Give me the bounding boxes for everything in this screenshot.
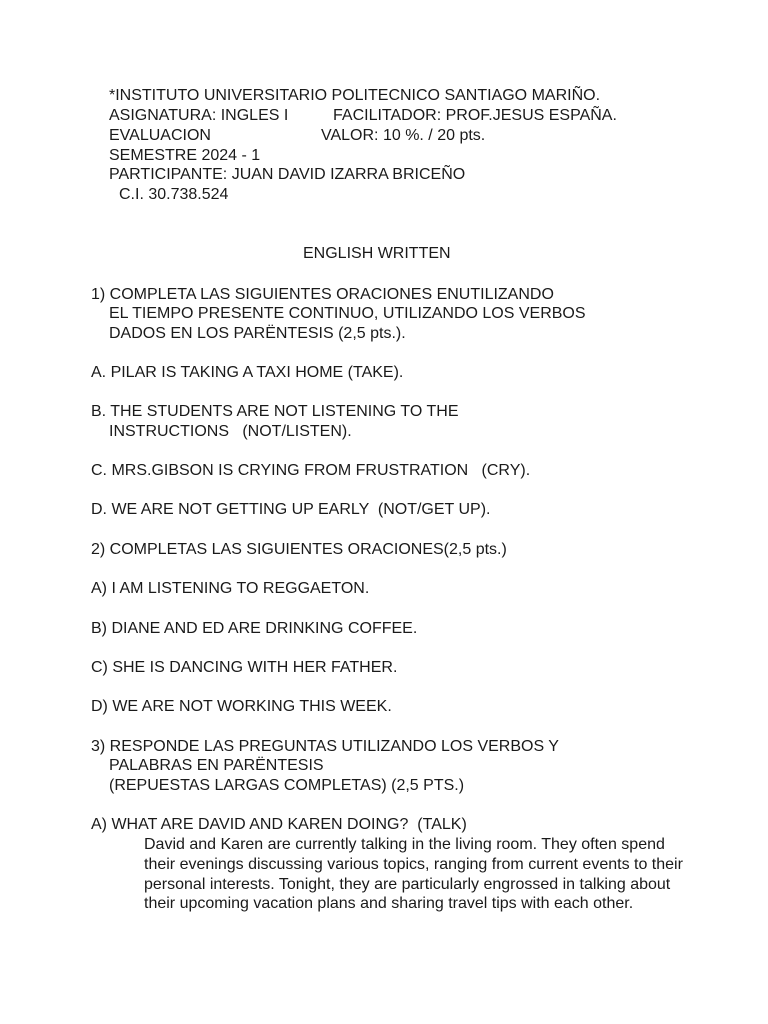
subject-line: ASIGNATURA: INGLES I — [109, 107, 289, 124]
value-label: VALOR: 10 %. / 20 pts. — [321, 127, 486, 144]
section1-item-b-line1: B. THE STUDENTS ARE NOT LISTENING TO THE — [91, 403, 459, 420]
document-title: ENGLISH WRITTEN — [303, 245, 451, 262]
section1-item-a: A. PILAR IS TAKING A TAXI HOME (TAKE). — [91, 364, 404, 381]
section3-heading-line2: PALABRAS EN PARËNTESIS — [109, 757, 324, 774]
evaluation-label: EVALUACION — [109, 127, 211, 144]
section1-heading-line2: EL TIEMPO PRESENTE CONTINUO, UTILIZANDO LOS VERBOS — [109, 305, 586, 322]
id-number-line: C.I. 30.738.524 — [119, 186, 229, 203]
section3-answer-a: David and Karen are currently talking in the living room. They often spend their evenings discussing various topics, ranging from current events to their personal interests. Tonight, they are particularly engrossed in talking about their upcoming vacation plans and sharing travel tips with each other. — [144, 836, 683, 913]
participant-line: PARTICIPANTE: JUAN DAVID IZARRA BRICEÑO — [109, 166, 466, 183]
section1-heading-line1: 1) COMPLETA LAS SIGUIENTES ORACIONES ENUTILIZANDO — [91, 286, 554, 303]
section1-item-d: D. WE ARE NOT GETTING UP EARLY (NOT/GET UP). — [91, 501, 491, 518]
section2-item-a: A) I AM LISTENING TO REGGAETON. — [91, 580, 370, 597]
section2-item-b: B) DIANE AND ED ARE DRINKING COFFEE. — [91, 620, 418, 637]
section1-item-c: C. MRS.GIBSON IS CRYING FROM FRUSTRATION (CRY). — [91, 462, 531, 479]
section1-item-b-line2: INSTRUCTIONS (NOT/LISTEN). — [109, 423, 352, 440]
section2-item-d: D) WE ARE NOT WORKING THIS WEEK. — [91, 698, 392, 715]
section2-item-c: C) SHE IS DANCING WITH HER FATHER. — [91, 659, 398, 676]
institute-line: *INSTITUTO UNIVERSITARIO POLITECNICO SANTIAGO MARIÑO. — [109, 87, 601, 104]
section1-heading-line3: DADOS EN LOS PARËNTESIS (2,5 pts.). — [109, 325, 406, 342]
facilitator-line: FACILITADOR: PROF.JESUS ESPAÑA. — [333, 107, 617, 124]
section2-heading: 2) COMPLETAS LAS SIGUIENTES ORACIONES(2,5 pts.) — [91, 541, 507, 558]
section3-heading-line3: (REPUESTAS LARGAS COMPLETAS) (2,5 PTS.) — [109, 777, 465, 794]
semester-line: SEMESTRE 2024 - 1 — [109, 147, 261, 164]
section3-heading-line1: 3) RESPONDE LAS PREGUNTAS UTILIZANDO LOS VERBOS Y — [91, 738, 559, 755]
section3-question-a: A) WHAT ARE DAVID AND KAREN DOING? (TALK) — [91, 816, 467, 833]
